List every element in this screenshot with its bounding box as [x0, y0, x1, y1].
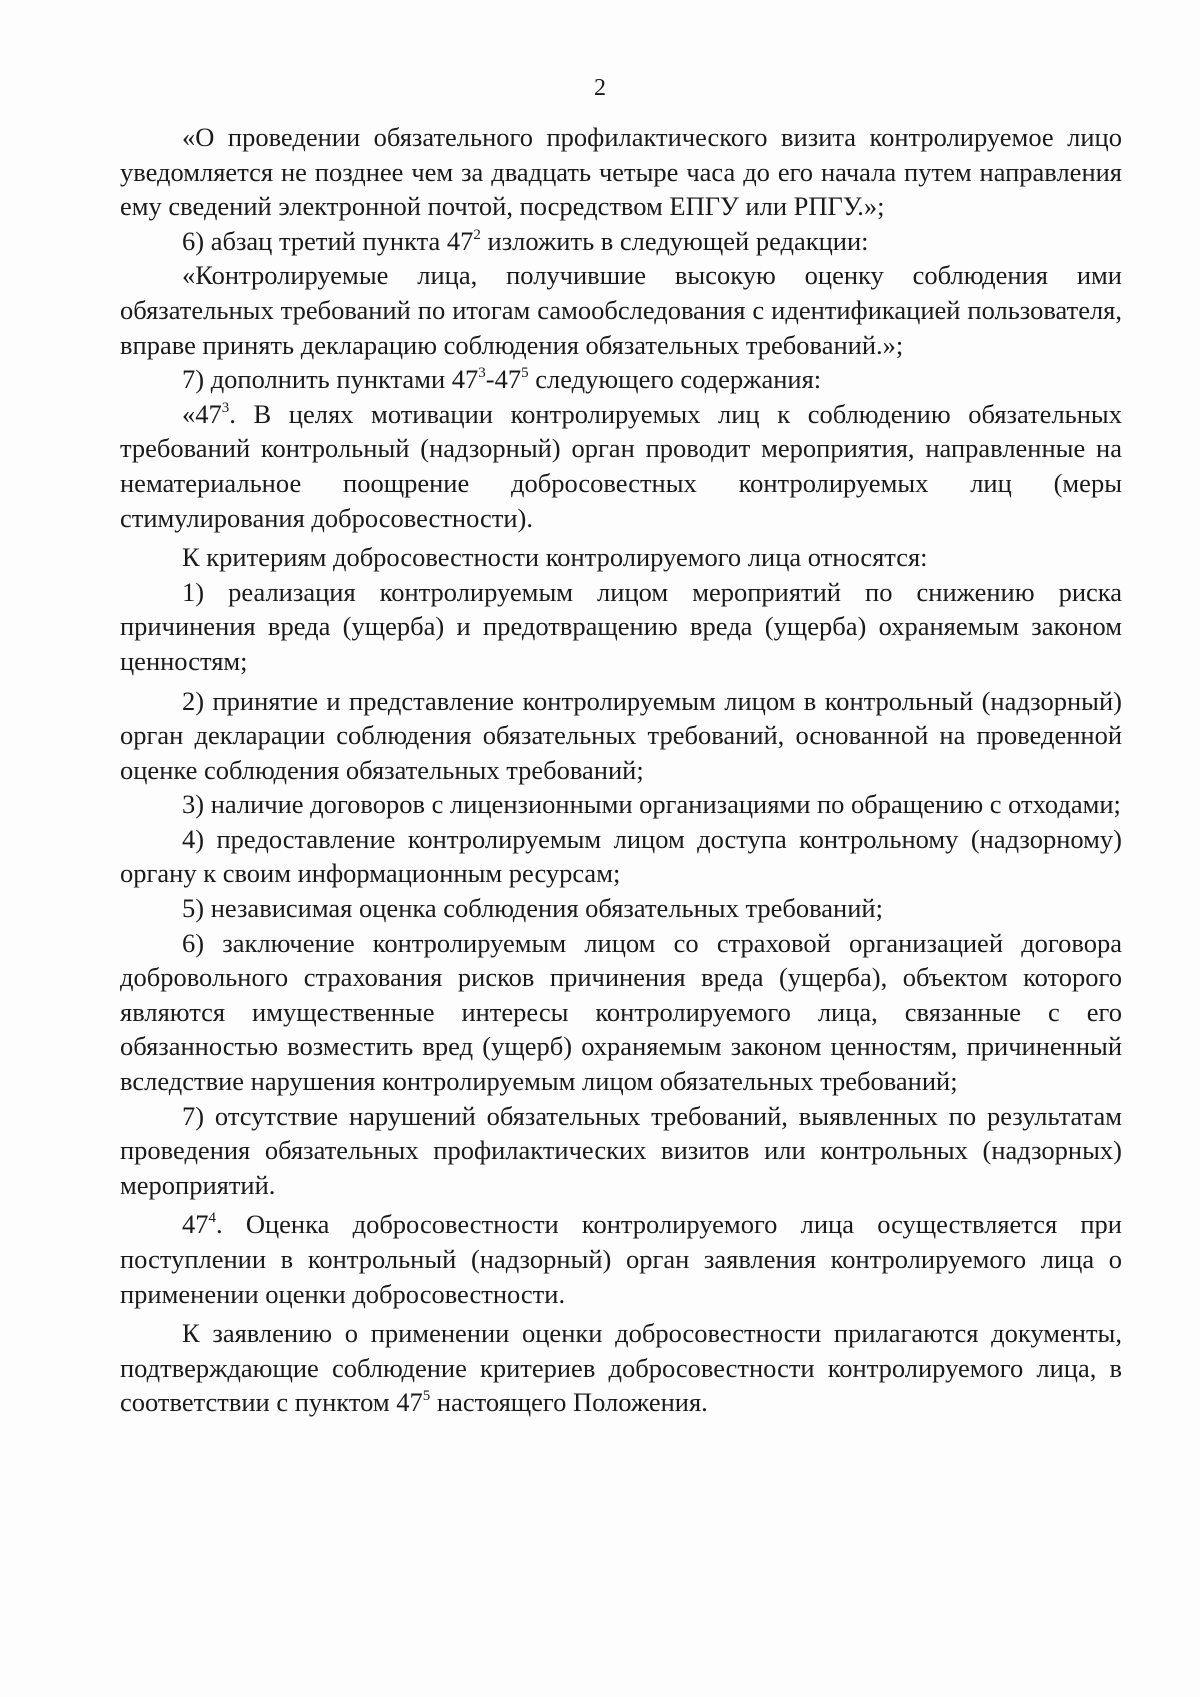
page-number: 2 — [594, 75, 606, 101]
superscript: 3 — [478, 365, 486, 382]
superscript: 5 — [521, 365, 529, 382]
list-item-criterion-1: 1) реализация контролируемым лицом мероприятий по снижению риска причинения вреда (ущерба) и предотвращению вреда (ущерба) охраняемым законом ценностям; — [120, 576, 1122, 676]
list-item-criterion-2: 2) принятие и представление контролируемым лицом в контрольный (надзорный) орган декларации соблюдения обязательных требований, основанной на проведенной оценке соблюдения обязательных требований; — [120, 685, 1122, 785]
paragraph-notification: «О проведении обязательного профилактического визита контролируемое лицо уведомляется не позднее чем за двадцать четыре часа до его начала путем направления ему сведений электронной почтой, посредством ЕПГУ или РПГУ.»; — [120, 122, 1122, 222]
paragraph-application-documents: К заявлению о применении оценки добросовестности прилагаются документы, подтверждающие соблюдение критериев добросовестности контролируемого лица, в соответствии с пунктом $47^5$ настоящего Положения. — [120, 1318, 1122, 1418]
list-item-criterion-5: 5) независимая оценка соблюдения обязательных требований; — [182, 893, 883, 924]
list-item-criterion-6: 6) заключение контролируемым лицом со страховой организацией договора добровольного страхования рисков причинения вреда (ущерба), объектом которого являются имущественные интересы контролируемого лица, связанные с его обязанностью возместить вред (ущерб) охраняемым законом ценностям, причиненный вследствие нарушения контролируемым лицом обязательных требований; — [120, 927, 1122, 1097]
superscript: 3 — [221, 399, 230, 416]
paragraph-amendment-7: 7) дополнить пунктами $47^3-47^5$ следующего содержания: — [182, 364, 822, 395]
paragraph-amendment-6: 6) абзац третий пункта $47^2$ изложить в следующей редакции: — [182, 225, 869, 256]
list-item-criterion-3: 3) наличие договоров с лицензионными организациями по обращению с отходами; — [182, 789, 1121, 820]
document-body — [120, 120, 1122, 1420]
paragraph-clause-47-4: $47^4$. Оценка добросовестности контролируемого лица осуществляется при поступлении в контрольный (надзорный) орган заявления контролируемого лица о применении оценки добросовестности. — [120, 1209, 1122, 1309]
superscript: 4 — [208, 1210, 216, 1227]
list-item-criterion-7: 7) отсутствие нарушений обязательных требований, выявленных по результатам проведения обязательных профилактических визитов или контрольных (надзорных) мероприятий. — [120, 1100, 1122, 1200]
paragraph-clause-47-3: «$47^3$. В целях мотивации контролируемых лиц к соблюдению обязательных требований контрольный (надзорный) орган проводит мероприятия, направленные на нематериальное поощрение добросовестных контролируемых лиц (меры стимулирования добросовестности). — [120, 398, 1122, 533]
paragraph-criteria-intro: К критериям добросовестности контролируемого лица относятся: — [182, 542, 928, 573]
superscript: 2 — [473, 226, 481, 243]
paragraph-declaration: «Контролируемые лица, получившие высокую оценку соблюдения ими обязательных требований по итогам самообследования с идентификацией пользователя, вправе принять декларацию соблюдения обязательных требований.»; — [120, 260, 1122, 360]
list-item-criterion-4: 4) предоставление контролируемым лицом доступа контрольному (надзорному) органу к своим информационным ресурсам; — [120, 823, 1122, 889]
superscript: 5 — [422, 1388, 431, 1405]
